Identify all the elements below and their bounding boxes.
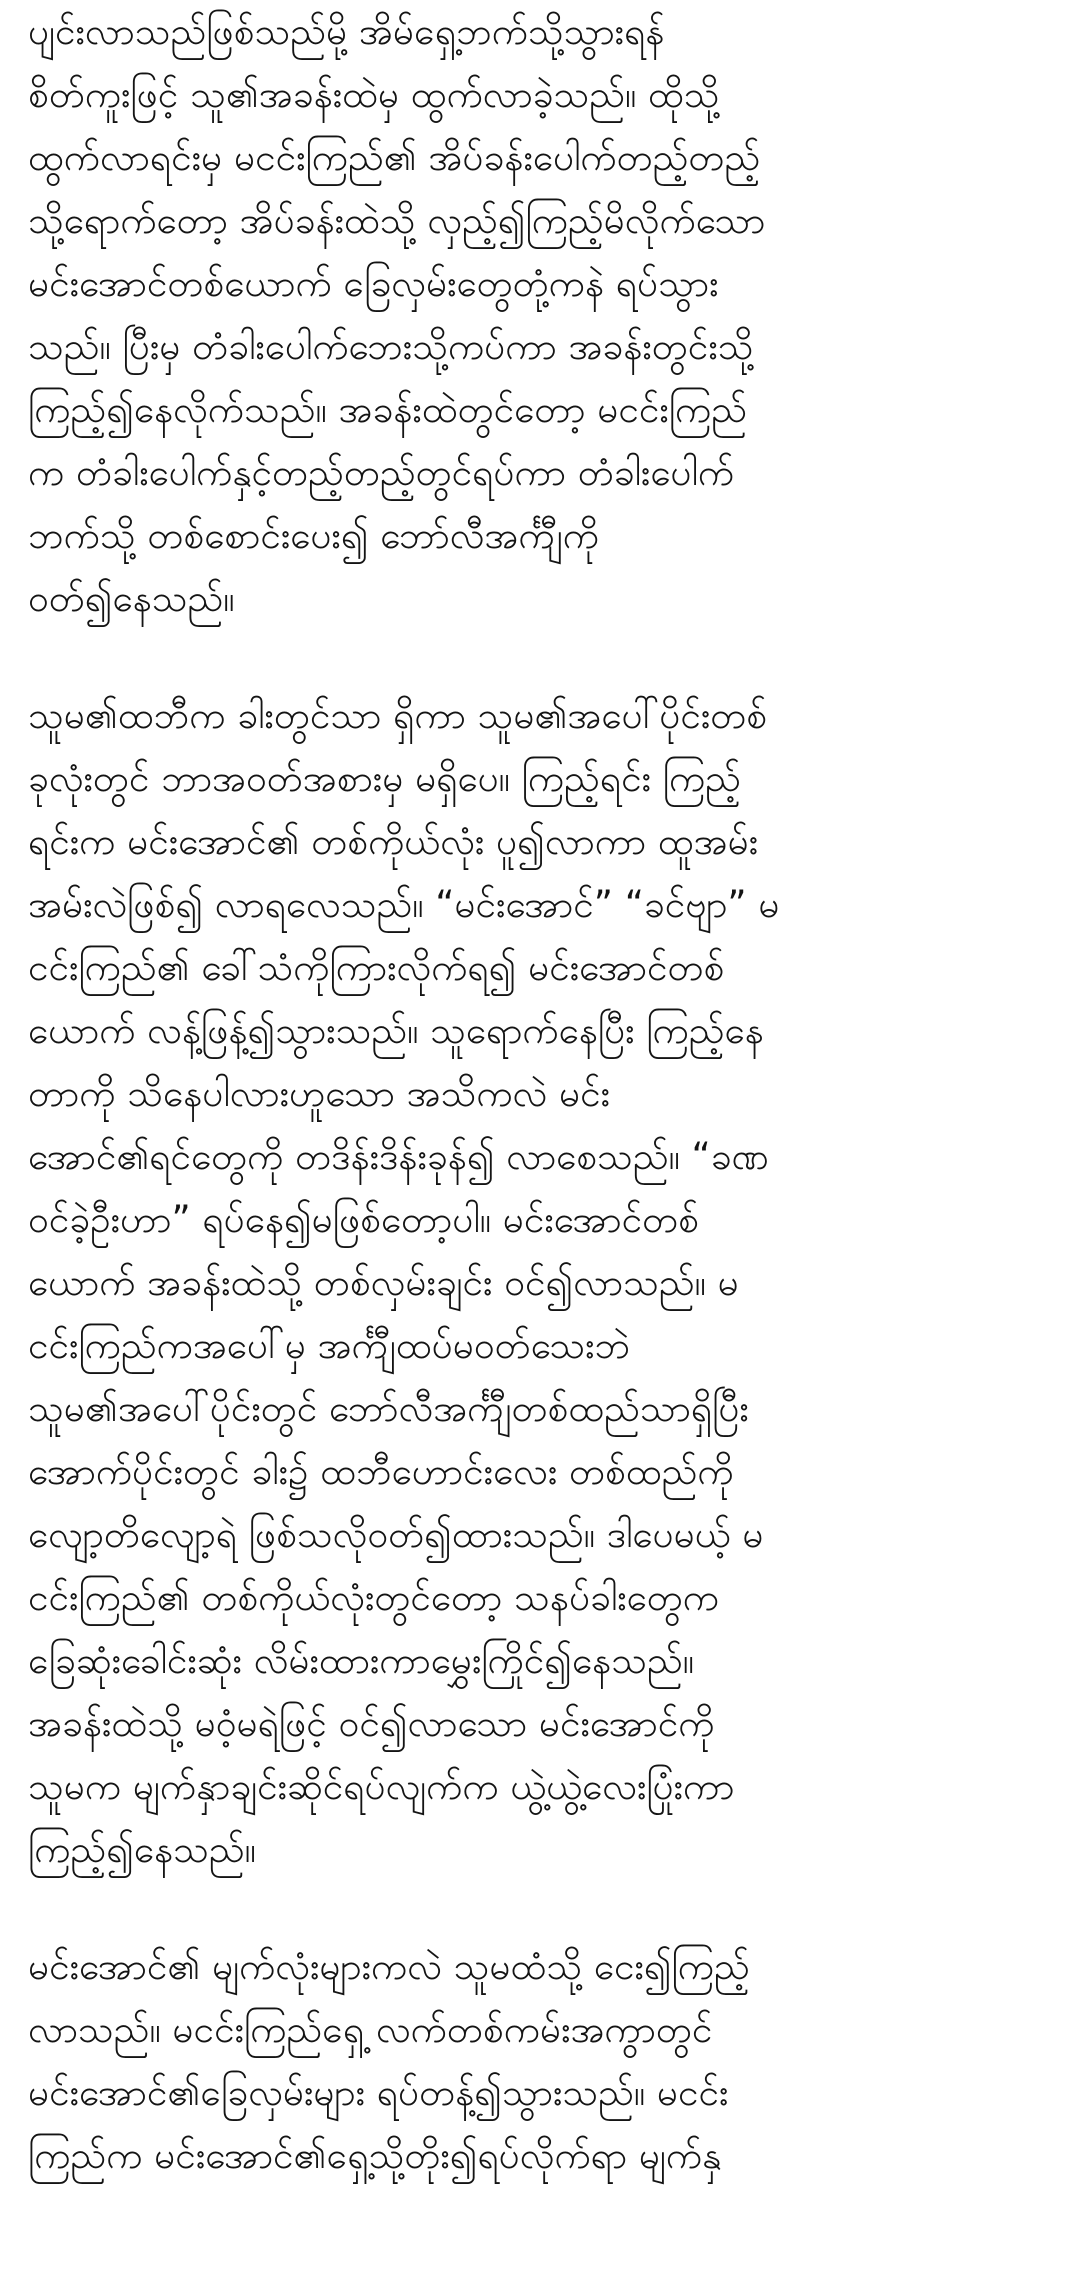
text-line: အခန်းထဲသို့ မဝံ့မရဲဖြင့် ဝင်၍လာသော မင်းအောင်ကို [28,1702,715,1745]
text-line: သည်။ ပြီးမှ တံခါးပေါက်ဘေးသို့ကပ်ကာ အခန်းတွင်းသို့ [28,325,754,368]
text-line: လျော့တိလျော့ရဲ ဖြစ်သလိုဝတ်၍ထားသည်။ ဒါပေမယ့် မ [28,1513,764,1556]
text-line: မင်းအောင်တစ်ယောက် ခြေလှမ်းတွေတုံ့ကနဲ ရပ်သွား [28,262,719,305]
text-line: ယောက် လန့်ဖြန့်၍သွားသည်။ သူရောက်နေပြီး ကြည့်နေ [28,1009,764,1052]
paragraph-3 [28,1935,1058,2187]
paragraph-gap [28,630,1058,684]
text-line: ဘက်သို့ တစ်စောင်းပေး၍ ဘော်လီအင်္ကျီကို [28,514,599,557]
text-line: ငင်းကြည်၏ ခေါ်သံကိုကြားလိုက်ရ၍ မင်းအောင်တစ် [28,946,725,989]
text-line: က တံခါးပေါက်နှင့်တည့်တည့်တွင်ရပ်ကာ တံခါးပေါက် [28,451,735,494]
text-line: မင်းအောင်၏ မျက်လုံးများကလဲ သူမထံသို့ ငေး၍ကြည့် [28,1945,750,1988]
text-line: သို့ရောက်တော့ အိပ်ခန်းထဲသို့ လှည့်၍ကြည့်မိလိုက်သော [28,199,766,242]
text-line: ခုလုံးတွင် ဘာအဝတ်အစားမှ မရှိပေ။ ကြည့်ရင်း ကြည့် [28,757,741,800]
text-line: မင်းအောင်၏ခြေလှမ်းများ ရပ်တန့်၍သွားသည်။ မငင်း [28,2071,729,2114]
text-line: လာသည်။ မငင်းကြည်ရှေ့ လက်တစ်ကမ်းအကွာတွင် [28,2008,713,2051]
text-line: ရင်းက မင်းအောင်၏ တစ်ကိုယ်လုံး ပူ၍လာကာ ထူအမ်း [28,820,759,863]
text-line: သူမ၏အပေါ်ပိုင်းတွင် ဘော်လီအင်္ကျီတစ်ထည်သာရှိပြီး [28,1387,749,1430]
text-line: ကြည့်၍နေလိုက်သည်။ အခန်းထဲတွင်တော့ မငင်းကြည် [28,388,748,431]
paragraph-gap [28,1881,1058,1935]
text-line: ယောက် အခန်းထဲသို့ တစ်လှမ်းချင်း ဝင်၍လာသည်။ မ [28,1261,739,1304]
text-line: စိတ်ကူးဖြင့် သူ၏အခန်းထဲမှ ထွက်လာခဲ့သည်။ ထိုသို့ [28,73,720,116]
text-line: အောင်၏ရင်တွေကို တဒိန်းဒိန်းခုန်၍ လာစေသည်။ “ခဏ [28,1135,769,1178]
text-line: သူမက မျက်နှာချင်းဆိုင်ရပ်လျက်က ယွဲ့ယွဲ့လေးပြုံးကာ [28,1765,735,1808]
text-line: သူမ၏ထဘီက ခါးတွင်သာ ရှိကာ သူမ၏အပေါ်ပိုင်းတစ် [28,694,768,737]
paragraph-2 [28,684,1058,1881]
text-line: အမ်းလဲဖြစ်၍ လာရလေသည်။ “မင်းအောင်” “ခင်ဗျာ” မ [28,883,780,926]
text-line: ကြည့်၍နေသည်။ [28,1828,256,1871]
text-line: ပျင်းလာသည်ဖြစ်သည်မို့ အိမ်ရှေ့ဘက်သို့သွားရန် [28,10,665,53]
text-line: ကြည်က မင်းအောင်၏ရှေ့သို့တိုး၍ရပ်လိုက်ရာ မျက်နှ [28,2134,722,2177]
paragraph-1 [28,0,1058,630]
text-line: ငင်းကြည်၏ တစ်ကိုယ်လုံးတွင်တော့ သနပ်ခါးတွေက [28,1576,719,1619]
text-line: ခြေဆုံးခေါင်းဆုံး လိမ်းထားကာမွှေးကြိုင်၍နေသည်။ [28,1639,694,1682]
text-line: ဝင်ခဲ့ဦးဟာ” ရပ်နေ၍မဖြစ်တော့ပါ။ မင်းအောင်တစ် [28,1198,699,1241]
text-line: အောက်ပိုင်းတွင် ခါး၌ ထဘီဟောင်းလေး တစ်ထည်ကို [28,1450,734,1493]
article-body [28,0,1058,2187]
text-line: ငင်းကြည်ကအပေါ်မှ အင်္ကျီထပ်မဝတ်သေးဘဲ [28,1324,631,1367]
text-line: ဝတ်၍နေသည်။ [28,577,235,620]
text-line: တာကို သိနေပါလားဟူသော အသိကလဲ မင်း [28,1072,611,1115]
text-line: ထွက်လာရင်းမှ မငင်းကြည်၏ အိပ်ခန်းပေါက်တည့်တည့် [28,136,761,179]
